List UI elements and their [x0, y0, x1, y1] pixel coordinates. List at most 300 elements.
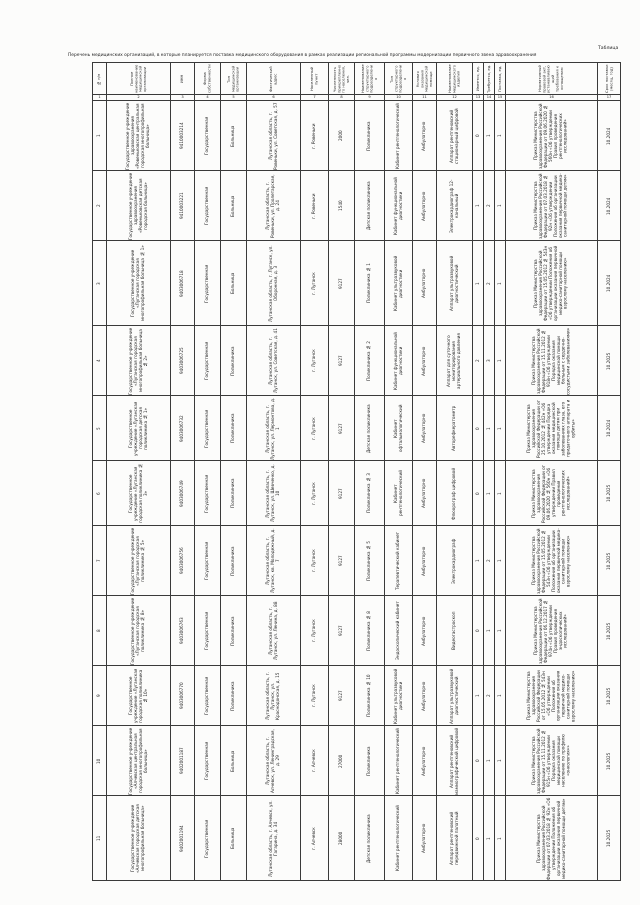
cell-inn: [171, 326, 195, 396]
cell-ownership: [195, 726, 221, 796]
cell-text: Государственное учреждение «Луганская городская поликлиника № 3»: [127, 463, 148, 523]
cell-text: 1: [485, 134, 491, 137]
column-number: 6: [247, 95, 301, 101]
cell-locality: [301, 526, 329, 596]
cell-text: 1: [496, 281, 502, 285]
cell-text: Амбулаторно: [421, 745, 427, 776]
cell-unit-name: [355, 596, 385, 666]
cell-qty-required: [484, 241, 495, 326]
cell-delivery-date: [598, 596, 621, 666]
column-header-care-conditions: [413, 63, 437, 95]
cell-text: 9127: [338, 277, 344, 289]
cell-text: Луганская область, г. Алчевск, ул. Гагарина, д. 34: [267, 799, 278, 877]
cell-text: 9403006718: [179, 269, 185, 297]
cell-device-name: [437, 726, 473, 796]
cell-text: Амбулаторно: [421, 823, 427, 853]
column-header-address: [247, 63, 301, 95]
cell-text: Государственная: [204, 611, 210, 650]
cell-text: Луганская область, г. Луганск, ул. Шевченко, д. 10: [265, 464, 280, 522]
cell-organization-type: [221, 526, 247, 596]
cell-organization-type: [221, 326, 247, 396]
column-header-organization-name: [107, 63, 171, 95]
cell-text: Больница: [230, 124, 236, 147]
cell-address: [247, 726, 301, 796]
cell-organization-type: [221, 461, 247, 526]
cell-locality: [301, 101, 329, 171]
cell-text: 9403006725: [179, 347, 185, 374]
cell-address: [247, 241, 301, 326]
column-number: 9: [355, 95, 385, 101]
column-header-text: Наименование структурного подразделения: [360, 64, 378, 93]
cell-text: Луганская область, г. Луганск, ул. Ленина, д. 88: [267, 601, 278, 660]
table-row: [93, 241, 621, 326]
column-number: 17: [598, 95, 621, 101]
cell-text: Государственное учреждение «Алчевская центральная городская многопрофильная больница»: [127, 726, 148, 795]
cell-text: Эндоскопический кабинет: [395, 601, 401, 660]
cell-organization-name: [107, 666, 171, 726]
cell-text: 1: [96, 134, 102, 137]
cell-text: Поликлиника: [230, 413, 236, 443]
cell-text: 9402001194: [179, 824, 185, 852]
cell-text: 1: [496, 426, 502, 430]
cell-number: [93, 726, 107, 796]
column-number: 11: [413, 95, 437, 101]
cell-text: 10.2025: [605, 751, 611, 770]
cell-unit-name: [355, 726, 385, 796]
cell-text: Приказ Министерства здравоохранения Российской Федерации от 06.12.2017 № 974н «Об утверждении Правил проведения эндоскопических исследований»: [533, 597, 568, 664]
cell-text: г. Луганск: [311, 416, 317, 440]
column-header-inn: [171, 63, 195, 95]
cell-population: [329, 396, 355, 461]
cell-text: 3: [485, 359, 491, 362]
cell-text: 1: [496, 629, 502, 632]
cell-locality: [301, 596, 329, 666]
cell-text: 1: [485, 629, 491, 632]
cell-text: Государственная: [204, 341, 210, 380]
cell-text: Больница: [230, 827, 236, 849]
cell-text: Государственное учреждение «Луганская городская поликлиника № 10»: [127, 668, 148, 723]
cell-text: 9402001187: [179, 747, 185, 774]
cell-care-conditions: [413, 461, 437, 526]
cell-text: 10.2025: [605, 351, 611, 370]
cell-unit-type: [385, 526, 413, 596]
cell-care-conditions: [413, 796, 437, 881]
cell-text: Государственная: [204, 541, 210, 580]
cell-text: 2: [96, 204, 102, 207]
cell-text: Кабинет рентгенологический: [392, 470, 403, 516]
column-header-text: № п/п: [97, 72, 102, 85]
cell-number: [93, 526, 107, 596]
cell-text: 9127: [338, 355, 344, 366]
cell-delivery-date: [598, 101, 621, 171]
cell-text: Кабинет офтальмологический: [392, 404, 403, 452]
table-row: [93, 396, 621, 461]
cell-qty-required: [484, 796, 495, 881]
cell-text: Приказ Министерства здравоохранения Российской Федерации от 07.03.2018 № 92н «Об утверждении Положения об организации оказания первичной медико-санитарной помощи детям»: [533, 172, 568, 239]
cell-text: г. Луганск: [311, 349, 317, 372]
cell-text: Луганская область, г. Луганск, ул. Краснодонская, д. 15: [265, 671, 280, 720]
cell-qty-delivery: [495, 526, 506, 596]
column-header-unit-type: [385, 63, 413, 95]
cell-text: г. Ровеньки: [311, 122, 317, 149]
cell-delivery-date: [598, 666, 621, 726]
cell-inn: [171, 726, 195, 796]
cell-text: 1: [496, 491, 502, 495]
cell-text: Поликлиника № 8: [366, 610, 372, 651]
cell-text: 10.2025: [605, 551, 611, 570]
cell-text: 28000: [338, 831, 344, 845]
column-header-qty-delivery: [495, 63, 506, 95]
cell-text: 1: [496, 836, 502, 840]
cell-text: 9127: [338, 487, 344, 499]
cell-text: г. Ровеньки: [311, 192, 317, 219]
column-header-text: Тип медицинской организации: [226, 65, 240, 92]
table-body: [93, 101, 621, 881]
cell-text: Амбулаторно: [421, 120, 427, 151]
cell-text: Амбулаторно: [421, 478, 427, 508]
cell-text: 1: [496, 759, 502, 762]
column-header-legal-act: [506, 63, 598, 95]
cell-text: 10.2024: [605, 274, 611, 292]
column-header-delivery-date: [598, 63, 621, 95]
cell-unit-type: [385, 596, 413, 666]
cell-qty-available: [473, 666, 484, 726]
document-title: Перечень медицинских организаций, в которые планируется поставка медицинского оборудования в рамках реализации региональной программы модернизации первичного звена здравоохранения: [68, 53, 537, 58]
cell-number: [93, 326, 107, 396]
cell-unit-type: [385, 461, 413, 526]
cell-text: Государственная: [204, 263, 210, 303]
column-number: 7: [301, 95, 329, 101]
column-header-text: Наименование медицинского изделия: [447, 64, 461, 93]
cell-text: 0: [474, 759, 480, 762]
cell-qty-delivery: [495, 326, 506, 396]
cell-address: [247, 461, 301, 526]
cell-text: 2: [474, 359, 480, 362]
cell-text: 10.2024: [605, 419, 611, 437]
cell-unit-type: [385, 396, 413, 461]
table-row: [93, 726, 621, 796]
cell-number: [93, 796, 107, 881]
cell-text: 9410003221: [179, 192, 185, 219]
cell-text: Поликлиника № 3: [366, 473, 372, 513]
cell-qty-required: [484, 461, 495, 526]
table-label: Таблица: [598, 46, 619, 51]
cell-qty-available: [473, 326, 484, 396]
cell-organization-name: [107, 241, 171, 326]
cell-organization-type: [221, 796, 247, 881]
cell-text: Луганская область, г. Луганск, ул. Лермонтова, д. 1: [265, 396, 280, 460]
cell-text: Амбулаторно: [421, 190, 427, 221]
cell-text: Государственная: [204, 408, 210, 448]
cell-text: Амбулаторно: [421, 345, 427, 376]
cell-text: Луганская область, г. Луганск, ул. Советская, д. 41: [267, 328, 278, 393]
cell-number: [93, 461, 107, 526]
cell-legal-act: [506, 171, 598, 241]
cell-text: Приказ Министерства здравоохранения Российской Федерации от 25.10.2012 № 442н «Об утверждении Порядка оказания медицинской помощи детям при заболеваниях глаза, его придаточного аппарата и орбиты»: [525, 398, 576, 458]
cell-text: Луганская область, г. Луганск, ул. Оборонная, д. 3: [267, 244, 278, 322]
cell-qty-delivery: [495, 796, 506, 881]
cell-text: Амбулаторно: [421, 268, 427, 298]
cell-text: г. Луганск: [311, 481, 317, 505]
cell-text: Государственная: [204, 186, 210, 225]
cell-text: 3: [96, 281, 102, 285]
cell-text: 1: [474, 281, 480, 285]
cell-number: [93, 666, 107, 726]
cell-legal-act: [506, 396, 598, 461]
cell-device-name: [437, 461, 473, 526]
cell-device-name: [437, 326, 473, 396]
cell-text: Аппарат рентгеновский маммографический цифровой: [448, 726, 459, 795]
cell-text: 1: [485, 836, 491, 840]
cell-text: 1: [485, 759, 491, 762]
cell-address: [247, 101, 301, 171]
column-header-text: Срок поставки (месяц, год): [604, 64, 613, 93]
cell-device-name: [437, 101, 473, 171]
column-header-locality: [301, 63, 329, 95]
cell-population: [329, 796, 355, 881]
cell-text: Приказ Министерства здравоохранения Российской Федерации от 09.06.2020 № 560н «Об утверждении Правил проведения рентгенологических исследований»: [530, 463, 571, 523]
cell-text: 2: [485, 559, 491, 562]
column-header-qty-required: [484, 63, 495, 95]
cell-address: [247, 666, 301, 726]
column-header-text: Населенный пункт: [310, 66, 319, 91]
table-row: [93, 526, 621, 596]
cell-qty-delivery: [495, 666, 506, 726]
cell-text: 27000: [338, 753, 344, 768]
cell-qty-available: [473, 596, 484, 666]
cell-text: 10.2025: [605, 686, 611, 705]
cell-text: Поликлиника: [230, 680, 236, 711]
cell-device-name: [437, 171, 473, 241]
table-row: [93, 666, 621, 726]
cell-qty-delivery: [495, 461, 506, 526]
cell-text: 10.2025: [605, 621, 611, 640]
cell-text: 1: [496, 359, 502, 362]
cell-text: Приказ Министерства здравоохранения Российской Федерации от 15.05.2012 № 543н «Об утверждении Положения об организации оказания первичной медико-санитарной помощи взрослому населению»: [525, 669, 576, 722]
cell-text: 1: [496, 559, 502, 562]
cell-text: 2: [485, 694, 491, 697]
cell-population: [329, 326, 355, 396]
cell-unit-type: [385, 666, 413, 726]
cell-care-conditions: [413, 171, 437, 241]
cell-population: [329, 461, 355, 526]
cell-text: 0: [474, 426, 480, 430]
cell-text: г. Луганск: [311, 619, 317, 642]
cell-text: Больница: [230, 272, 236, 294]
cell-text: 9403006732: [179, 414, 185, 442]
cell-legal-act: [506, 526, 598, 596]
cell-organization-name: [107, 461, 171, 526]
cell-locality: [301, 326, 329, 396]
cell-organization-type: [221, 666, 247, 726]
cell-inn: [171, 396, 195, 461]
cell-text: Государственное учреждение «Луганская городская поликлиника № 5»: [130, 526, 145, 595]
cell-text: г. Луганск: [311, 684, 317, 707]
cell-locality: [301, 726, 329, 796]
column-header-organization-type: [221, 63, 247, 95]
cell-text: Луганская область, г. Ровеньки, ул. Пролетарская, д. 24: [265, 173, 280, 238]
cell-unit-type: [385, 326, 413, 396]
cell-unit-name: [355, 396, 385, 461]
column-header-qty-available: [473, 63, 484, 95]
cell-text: Государственное учреждение здравоохранения «Ровеньковская центральная городская многопрофильная больница»: [125, 101, 150, 170]
column-header-text: Форма собственности: [203, 64, 212, 93]
cell-qty-delivery: [495, 241, 506, 326]
cell-text: 10.2025: [605, 829, 611, 847]
cell-locality: [301, 461, 329, 526]
equipment-table: [92, 62, 621, 881]
cell-qty-required: [484, 596, 495, 666]
cell-population: [329, 596, 355, 666]
cell-ownership: [195, 101, 221, 171]
cell-address: [247, 396, 301, 461]
cell-population: [329, 526, 355, 596]
cell-text: Кабинет ультразвуковой диагностики: [392, 667, 403, 724]
cell-unit-type: [385, 726, 413, 796]
table-row: [93, 461, 621, 526]
cell-legal-act: [506, 796, 598, 881]
cell-text: Кабинет функциональной диагностики: [392, 331, 403, 390]
cell-organization-type: [221, 396, 247, 461]
cell-ownership: [195, 396, 221, 461]
cell-text: Луганская область, г. Луганск, кв. Молодежный, д. 7: [265, 528, 280, 593]
column-number: 2: [107, 95, 171, 101]
cell-organization-name: [107, 326, 171, 396]
cell-population: [329, 241, 355, 326]
cell-text: Больница: [230, 749, 236, 772]
cell-text: Поликлиника: [366, 745, 372, 776]
cell-organization-name: [107, 726, 171, 796]
cell-population: [329, 666, 355, 726]
cell-text: 0: [474, 629, 480, 632]
cell-text: Поликлиника: [230, 545, 236, 576]
cell-qty-available: [473, 101, 484, 171]
cell-legal-act: [506, 461, 598, 526]
cell-text: Поликлиника № 2: [366, 340, 372, 381]
cell-unit-name: [355, 326, 385, 396]
cell-number: [93, 101, 107, 171]
cell-text: Государственная: [204, 116, 210, 155]
cell-population: [329, 101, 355, 171]
cell-text: Приказ Министерства здравоохранения Российской Федерации от 09.06.2020 № 560н «Об утверждении Правил проведения рентгенологических исследований»: [533, 102, 568, 169]
cell-qty-available: [473, 461, 484, 526]
cell-number: [93, 171, 107, 241]
cell-text: Поликлиника: [366, 120, 372, 151]
cell-unit-name: [355, 101, 385, 171]
table-row: [93, 101, 621, 171]
column-header-text: Численность прикрепленного населения, чел.: [332, 64, 350, 93]
cell-qty-required: [484, 171, 495, 241]
cell-organization-name: [107, 101, 171, 171]
cell-delivery-date: [598, 461, 621, 526]
cell-ownership: [195, 596, 221, 666]
cell-text: 10: [96, 757, 102, 764]
cell-device-name: [437, 796, 473, 881]
cell-text: Амбулаторно: [421, 615, 427, 646]
cell-qty-delivery: [495, 101, 506, 171]
cell-text: Кабинет рентгенологический: [395, 102, 401, 169]
cell-text: 1540: [338, 200, 344, 211]
column-header-text: Условия оказания медицинской помощи: [415, 65, 433, 92]
cell-number: [93, 241, 107, 326]
cell-qty-required: [484, 666, 495, 726]
cell-text: 7: [96, 559, 102, 562]
cell-text: 5: [96, 426, 102, 430]
cell-text: Кабинет функциональной диагностики: [392, 176, 403, 235]
cell-number: [93, 396, 107, 461]
cell-text: Луганская область, г. Ровеньки, ул. Советская, д. 57: [267, 101, 278, 170]
cell-text: Государственная: [204, 473, 210, 513]
column-number: 10: [385, 95, 413, 101]
cell-care-conditions: [413, 326, 437, 396]
cell-ownership: [195, 326, 221, 396]
cell-unit-name: [355, 526, 385, 596]
cell-unit-name: [355, 241, 385, 326]
cell-locality: [301, 241, 329, 326]
cell-text: Аппарат рентгеновский передвижной палатный: [448, 811, 459, 865]
cell-device-name: [437, 396, 473, 461]
cell-text: Государственная: [204, 741, 210, 780]
column-header-text: Поставка, ед.: [497, 65, 502, 92]
cell-text: 10.2025: [605, 484, 611, 502]
cell-text: Поликлиника: [230, 478, 236, 508]
column-number: 1: [93, 95, 107, 101]
column-header-ownership: [195, 63, 221, 95]
cell-text: Поликлиника № 1: [366, 263, 372, 303]
cell-delivery-date: [598, 796, 621, 881]
column-number: 15: [495, 95, 506, 101]
cell-qty-required: [484, 101, 495, 171]
cell-delivery-date: [598, 726, 621, 796]
column-number: 8: [329, 95, 355, 101]
cell-text: 10.2024: [605, 196, 611, 215]
cell-text: Кабинет ультразвуковой диагностики: [392, 255, 403, 311]
cell-locality: [301, 796, 329, 881]
cell-text: Детская поликлиника: [366, 403, 372, 453]
column-header-text: ИНН: [180, 74, 185, 83]
cell-text: Государственное учреждение «Луганская городская многопрофильная больница № 2»: [127, 326, 148, 395]
cell-qty-required: [484, 726, 495, 796]
cell-text: 9403006763: [179, 617, 185, 644]
cell-text: Кабинет рентгенологический: [395, 727, 401, 794]
cell-text: Приказ Министерства здравоохранения Российской Федерации от 15.05.2012 № 543н «Об утверждении Положения об организации оказания первичной медико-санитарной помощи взрослому населению»: [530, 527, 571, 594]
cell-unit-type: [385, 101, 413, 171]
cell-care-conditions: [413, 666, 437, 726]
cell-text: 2: [485, 281, 491, 285]
cell-text: Луганская область, г. Алчевск, ул. Ленинградская, д. 29: [265, 728, 280, 793]
cell-device-name: [437, 596, 473, 666]
cell-text: Видеогастроскоп: [451, 611, 457, 650]
cell-qty-available: [473, 726, 484, 796]
column-header-text: Полное наименование медицинской организации: [129, 64, 147, 93]
cell-text: Поликлиника № 5: [366, 540, 372, 581]
cell-text: г. Луганск: [311, 271, 317, 295]
cell-text: Кабинет рентгенологический: [395, 805, 401, 871]
cell-text: 9410003214: [179, 122, 185, 149]
cell-legal-act: [506, 326, 598, 396]
cell-text: 9127: [338, 690, 344, 701]
cell-text: Флюорограф цифровой: [451, 466, 457, 520]
cell-inn: [171, 796, 195, 881]
cell-ownership: [195, 526, 221, 596]
column-header-population: [329, 63, 355, 95]
cell-organization-type: [221, 241, 247, 326]
cell-qty-available: [473, 241, 484, 326]
cell-text: 1: [474, 694, 480, 697]
cell-text: Государственное учреждение «Луганская городская детская поликлиника № 1»: [127, 400, 148, 456]
cell-text: Детская поликлиника: [366, 813, 372, 863]
cell-delivery-date: [598, 526, 621, 596]
